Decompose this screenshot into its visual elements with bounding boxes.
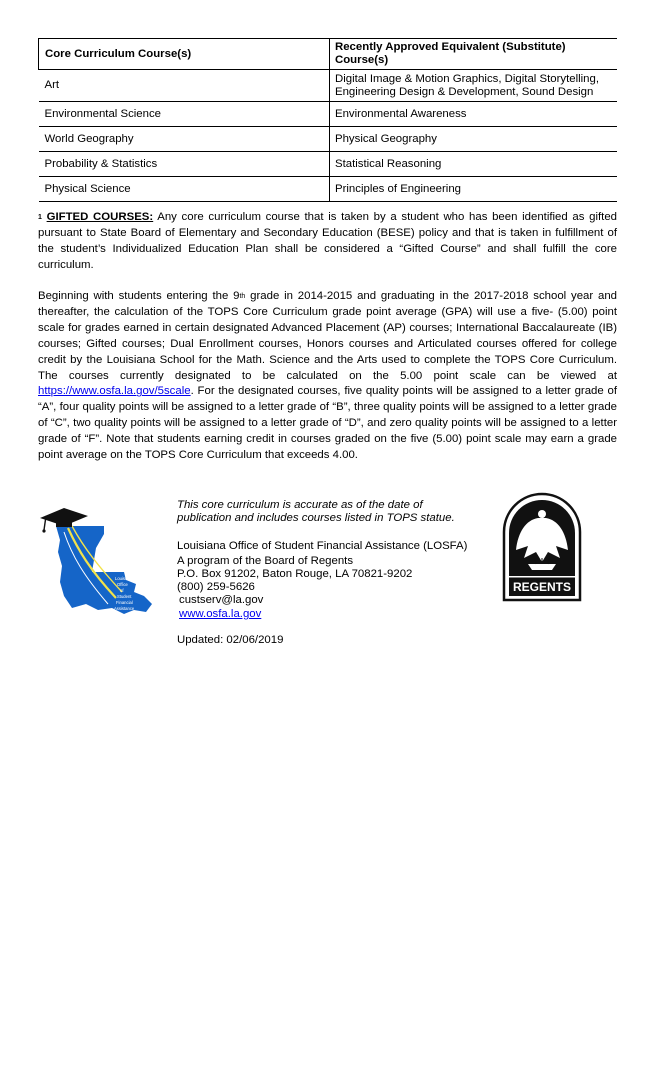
svg-text:Student: Student (117, 594, 132, 599)
table-row (39, 102, 618, 127)
five-scale-link[interactable]: https://www.osfa.la.gov/5scale (38, 385, 191, 398)
table-row (39, 152, 618, 177)
updated-date: Updated: 02/06/2019 (177, 634, 284, 646)
gpa-text-part-1: Beginning with students entering the 9 (38, 290, 240, 302)
louisiana-state-shape (56, 526, 152, 614)
gifted-courses-paragraph (38, 210, 617, 274)
svg-text:of: of (120, 588, 124, 593)
core-course-cell: Art (39, 70, 330, 102)
table-header-row (39, 39, 618, 70)
svg-text:Financial: Financial (116, 600, 133, 605)
mailing-address: P.O. Box 91202, Baton Rouge, LA 70821-9202 (177, 568, 413, 580)
table-row (39, 177, 618, 202)
equivalent-course-cell: Environmental Awareness (330, 102, 618, 127)
website-link[interactable]: www.osfa.la.gov (179, 608, 262, 620)
core-course-cell: Physical Science (39, 177, 330, 202)
curriculum-disclaimer: This core curriculum is accurate as of the date of publication and includes courses listed in TOPS statue. (177, 499, 455, 525)
header-core-course: Core Curriculum Course(s) (39, 39, 330, 70)
header-equivalent-course: Recently Approved Equivalent (Substitute) Course(s) (330, 39, 618, 70)
email-address: custserv@la.gov (179, 594, 264, 606)
equivalent-course-cell: Physical Geography (330, 127, 618, 152)
grade-superscript: th (239, 293, 246, 300)
equivalent-course-cell: Digital Image & Motion Graphics, Digital Storytelling, Engineering Design & Development, Sound Design (330, 70, 618, 102)
regents-wordmark: REGENTS (512, 580, 572, 594)
core-course-cell: Environmental Science (39, 102, 330, 127)
table-row (39, 70, 618, 102)
svg-text:Office: Office (117, 582, 128, 587)
svg-text:Assistance: Assistance (114, 606, 135, 611)
gpa-scale-paragraph (38, 289, 617, 464)
equivalent-course-cell: Principles of Engineering (330, 177, 618, 202)
program-line: A program of the Board of Regents (177, 555, 354, 567)
phone-number: (800) 259-5626 (177, 581, 255, 593)
equivalent-course-cell: Statistical Reasoning (330, 152, 618, 177)
footnote-marker: 1 (38, 214, 42, 221)
gifted-courses-title: GIFTED COURSES: (46, 211, 154, 223)
gpa-text-part-2: grade in 2014-2015 and graduating in the 2017-2018 school year and thereafter, the calculation of the TOPS Core Curriculum grade point average (GPA) will use a five- (5.00) point scale for grades earned in certain designated Advanced Placement (AP) courses; International Baccalaureate (IB) courses; Gifted courses; Dual Enrollment courses, Honors courses and Articulated courses offered for college credit by the Louisiana School for the Math. Science and the Arts used to complete the TOPS Core Curriculum. The courses currently designated to be calculated on the 5.00 point scale can be viewed at (38, 290, 617, 382)
website-link-line (179, 608, 261, 621)
regents-logo (502, 492, 582, 602)
core-course-cell: World Geography (39, 127, 330, 152)
svg-text:Louisiana: Louisiana (115, 576, 133, 581)
organization-name: Louisiana Office of Student Financial Assistance (LOSFA) (177, 540, 468, 552)
gpa-text-part-3: . For the designated courses, five quality points will be assigned to a letter grade of “A”, four quality points will be assigned to a letter grade of “B”, three quality points will be assigned to a letter grade of “C”, two quality points will be assigned to a letter grade of “D”, and zero quality points will be assigned to a letter grade of “F”. Note that students earning credit in courses graded on the five (5.00) point scale may earn a grade point average on the TOPS Core Curriculum that exceeds 4.00. (38, 385, 617, 462)
course-equivalency-table (38, 38, 617, 202)
core-course-cell: Probability & Statistics (39, 152, 330, 177)
table-row (39, 127, 618, 152)
losfa-logo (38, 500, 166, 616)
gifted-courses-text: Any core curriculum course that is taken by a student who has been identified as gifted pursuant to State Board of Elementary and Secondary Education (BESE) policy and that is taken in fulfillment of the student’s Individualized Education Plan shall be considered a “Gifted Course” and shall fulfill the core curriculum. (38, 211, 617, 271)
